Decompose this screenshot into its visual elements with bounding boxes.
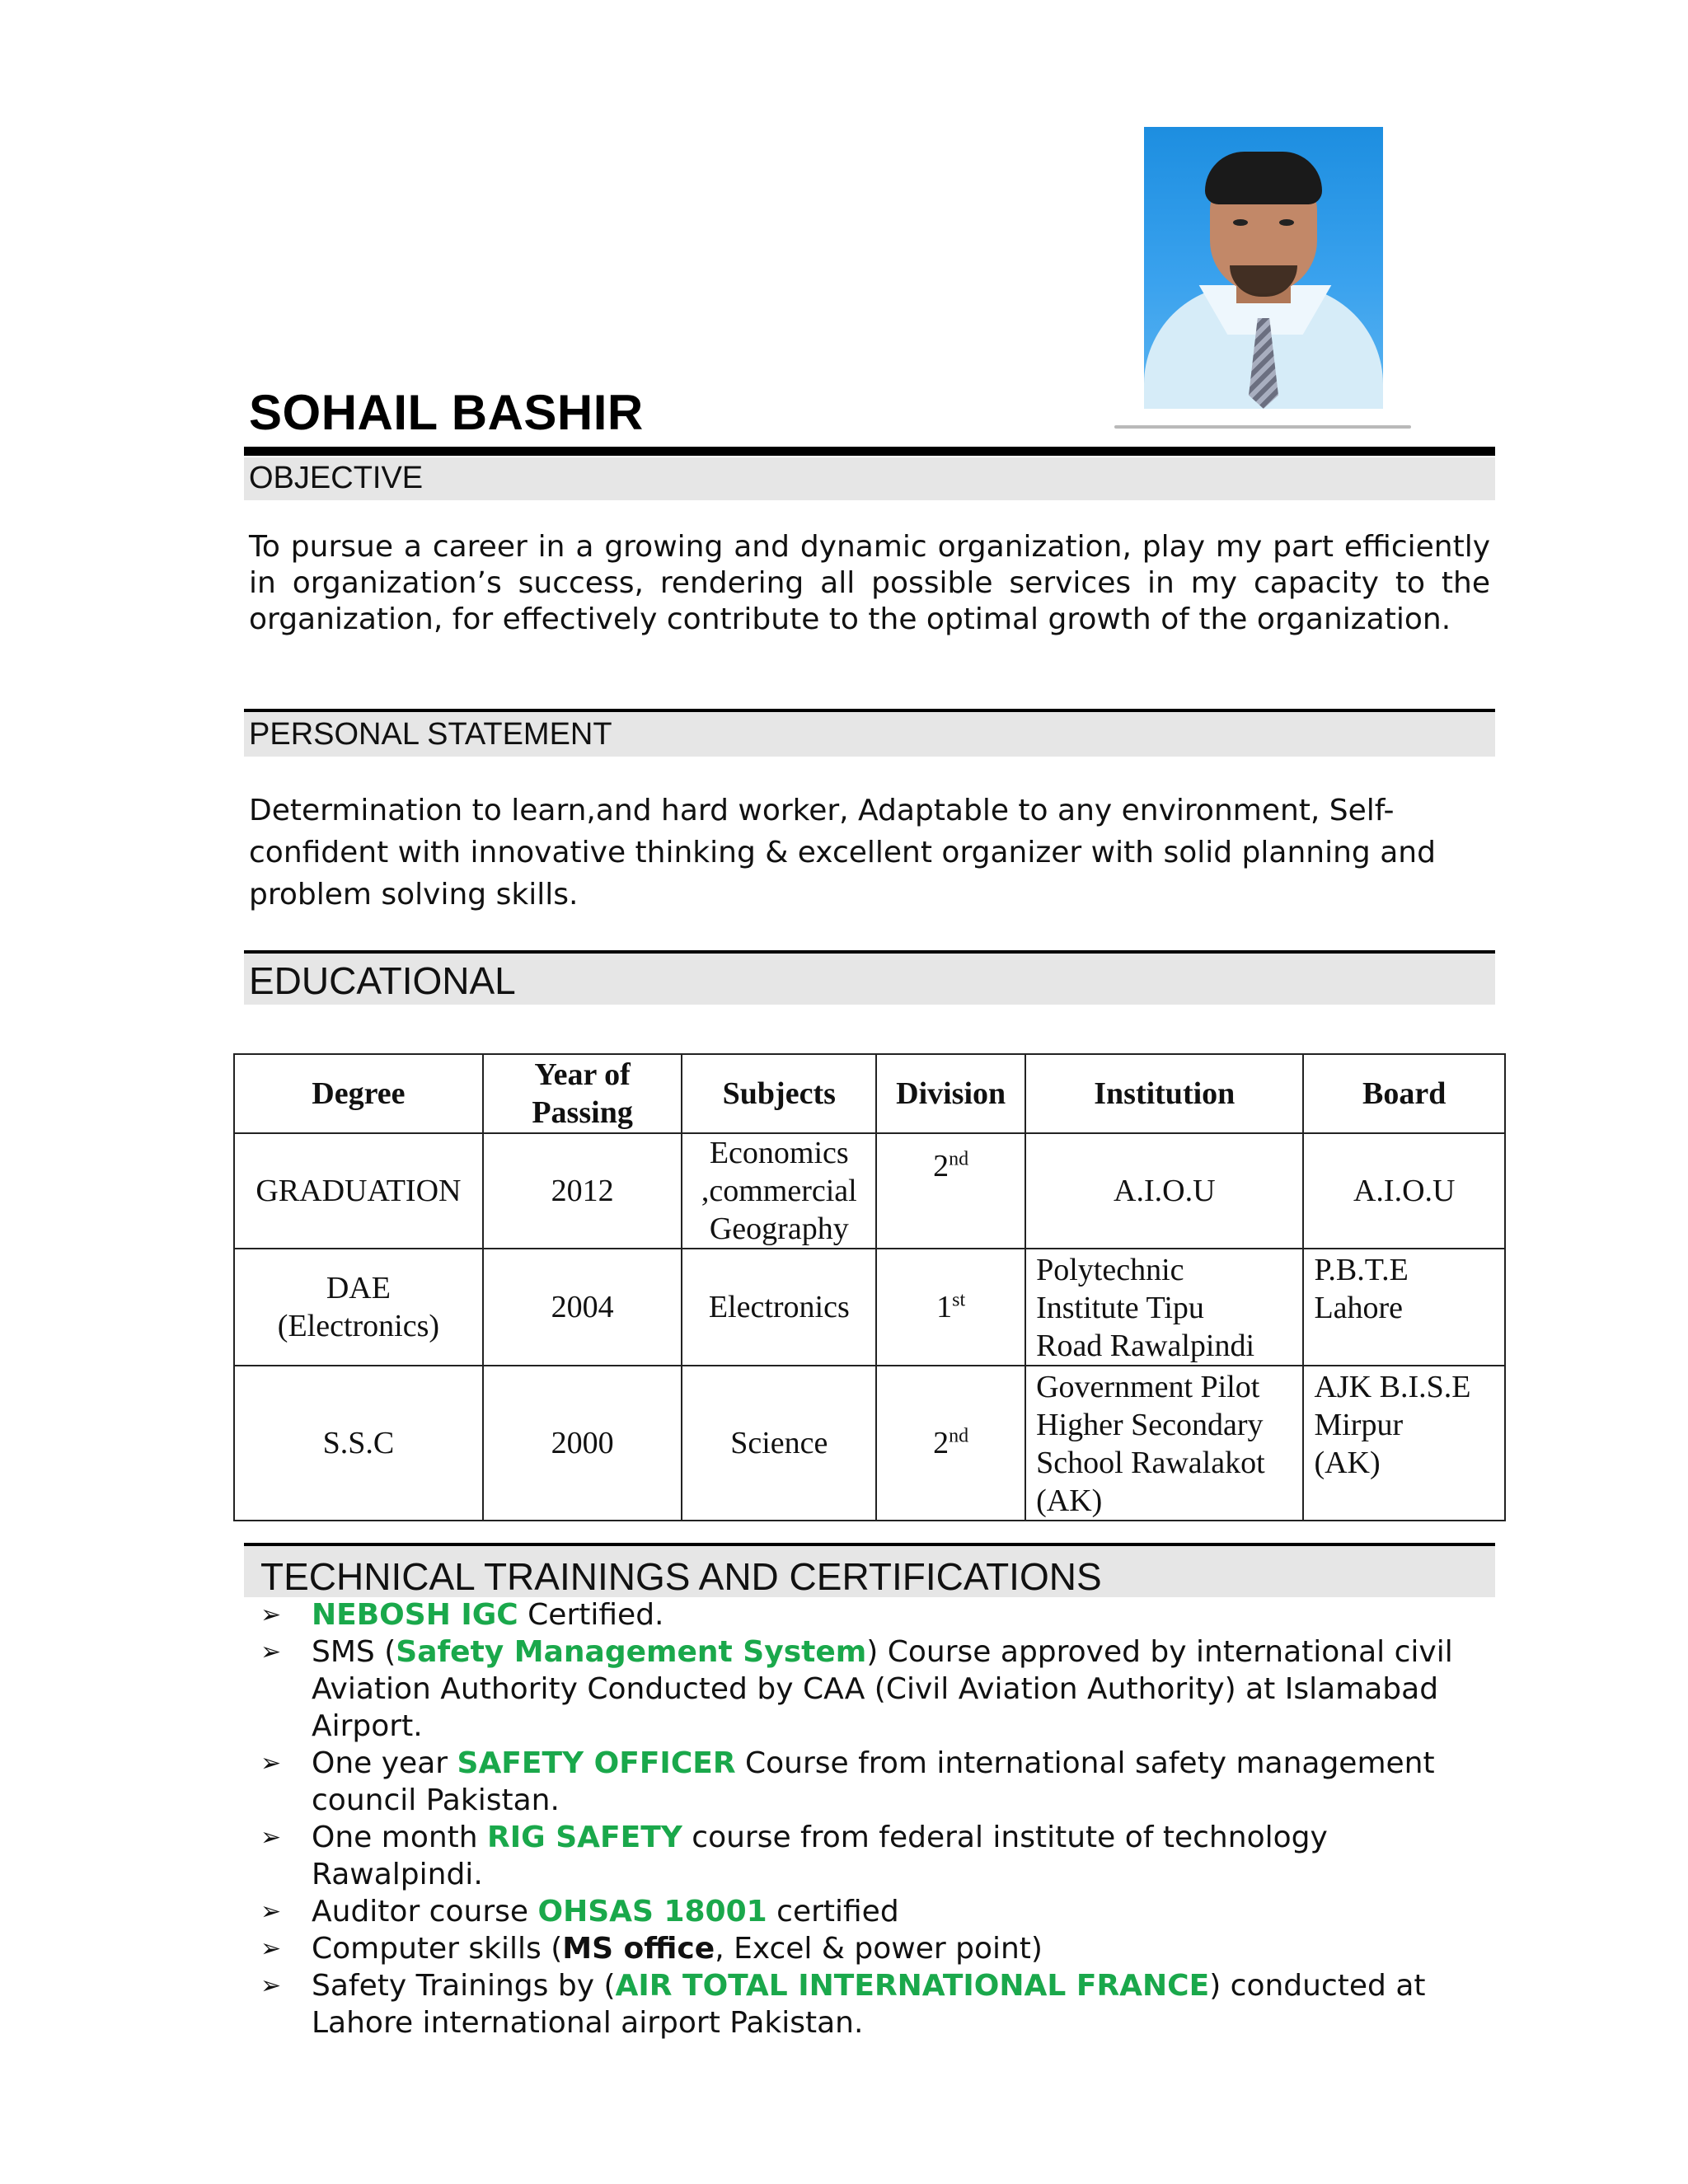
list-item: ➢ Auditor course OHSAS 18001 certified: [260, 1895, 899, 1929]
year-cell: 2004: [483, 1249, 682, 1366]
header-degree: Degree: [234, 1054, 483, 1133]
board-cell: P.B.T.E Lahore: [1303, 1249, 1505, 1366]
division-cell: 2nd: [876, 1366, 1025, 1521]
name-divider: [244, 447, 1495, 456]
header-year: Year of Passing: [483, 1054, 682, 1133]
objective-text: To pursue a career in a growing and dynamic organization, play my part efficiently in organization’s success, rendering all possible services in my capacity to the organization, for effectively contribute to the optimal growth of the organization.: [249, 530, 1490, 636]
board-cell: A.I.O.U: [1303, 1133, 1505, 1249]
photo-shadow: [1114, 425, 1411, 429]
trainings-heading: TECHNICAL TRAININGS AND CERTIFICATIONS: [244, 1546, 1495, 1597]
list-item: ➢ Computer skills (MS office, Excel & power point): [260, 1932, 1043, 1966]
arrow-bullet-icon: ➢: [260, 1823, 282, 1852]
arrow-bullet-icon: ➢: [260, 1971, 282, 2000]
board-cell: AJK B.I.S.E Mirpur (AK): [1303, 1366, 1505, 1521]
header-division: Division: [876, 1054, 1025, 1133]
arrow-bullet-icon: ➢: [260, 1749, 282, 1778]
year-cell: 2012: [483, 1133, 682, 1249]
degree-cell: S.S.C: [234, 1366, 483, 1521]
list-item: ➢ One month RIG SAFETY course from federal institute of technology Rawalpindi.: [260, 1821, 1328, 1891]
list-item: ➢ SMS (Safety Management System) Course approved by international civil Aviation Authority Conducted by CAA (Civil Aviation Authority) at Islamabad Airport.: [260, 1635, 1453, 1743]
header-institution: Institution: [1025, 1054, 1303, 1133]
table-row: [234, 1249, 1505, 1366]
division-cell: 2nd: [876, 1133, 1025, 1249]
institution-cell: Government Pilot Higher Secondary School Rawalakot (AK): [1025, 1366, 1303, 1521]
year-cell: 2000: [483, 1366, 682, 1521]
division-cell: 1st: [876, 1249, 1025, 1366]
personal-statement-heading: PERSONAL STATEMENT: [244, 712, 1495, 757]
header-board: Board: [1303, 1054, 1505, 1133]
list-item: ➢ Safety Trainings by (AIR TOTAL INTERNATIONAL FRANCE) conducted at Lahore international airport Pakistan.: [260, 1969, 1426, 2040]
education-heading: EDUCATIONAL: [244, 954, 1495, 1005]
degree-cell: GRADUATION: [234, 1133, 483, 1249]
trainings-list: [260, 1596, 1497, 2041]
subjects-cell: Science: [682, 1366, 876, 1521]
header-subjects: Subjects: [682, 1054, 876, 1133]
education-table: [233, 1053, 1506, 1521]
table-header-row: [234, 1054, 1505, 1133]
institution-cell: Polytechnic Institute Tipu Road Rawalpindi: [1025, 1249, 1303, 1366]
subjects-cell: Economics ,commercial Geography: [682, 1133, 876, 1249]
personal-statement-text: Determination to learn,and hard worker, Adaptable to any environment, Self- confident with innovative thinking & excellent organizer with solid planning and problem solving skills.: [249, 794, 1436, 912]
subjects-cell: Electronics: [682, 1249, 876, 1366]
arrow-bullet-icon: ➢: [260, 1638, 282, 1666]
table-row: [234, 1366, 1505, 1521]
list-item: ➢ One year SAFETY OFFICER Course from international safety management council Pakistan.: [260, 1746, 1435, 1817]
profile-photo: [1144, 127, 1383, 409]
candidate-name: SOHAIL BASHIR: [249, 385, 644, 440]
arrow-bullet-icon: ➢: [260, 1601, 282, 1629]
table-row: [234, 1133, 1505, 1249]
arrow-bullet-icon: ➢: [260, 1897, 282, 1926]
arrow-bullet-icon: ➢: [260, 1934, 282, 1963]
institution-cell: A.I.O.U: [1025, 1133, 1303, 1249]
list-item: ➢ NEBOSH IGC Certified.: [260, 1598, 664, 1632]
objective-heading: OBJECTIVE: [244, 457, 1495, 500]
degree-cell: DAE (Electronics): [234, 1249, 483, 1366]
